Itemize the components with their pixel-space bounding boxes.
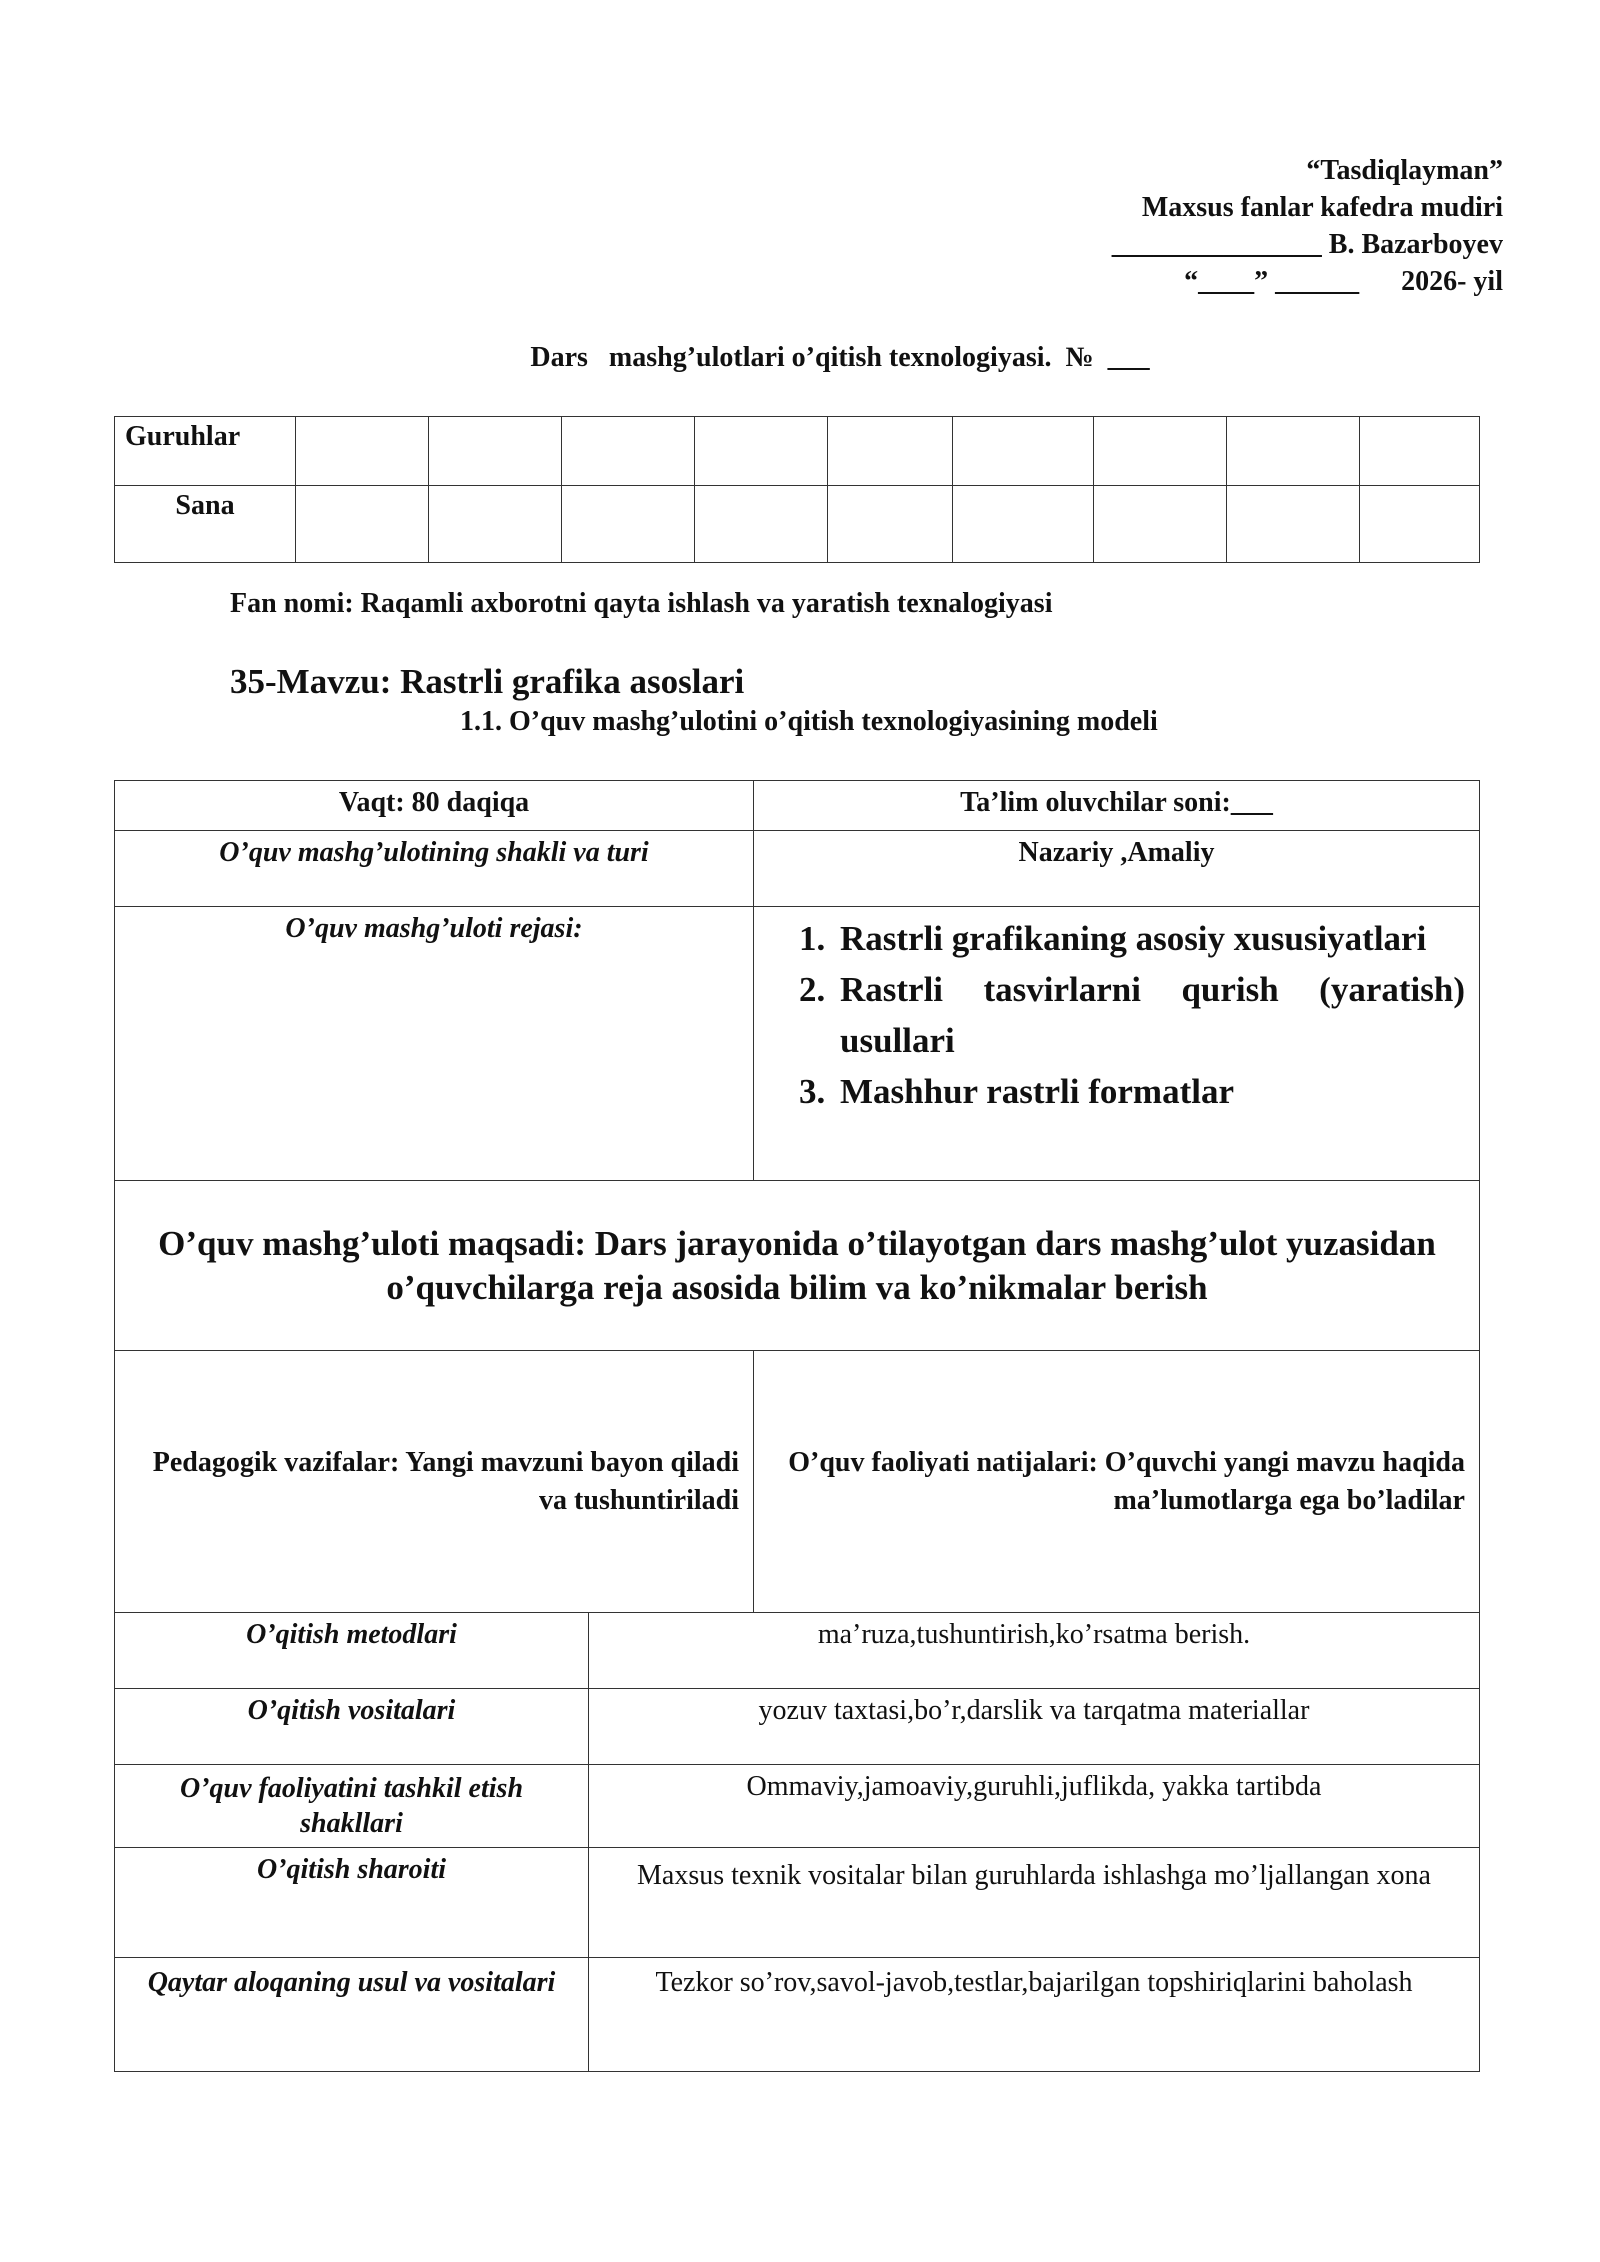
date-cell[interactable] [1360, 486, 1480, 563]
plan-list [768, 913, 1465, 1117]
tasks-row [115, 1351, 1480, 1613]
methods-label: O’qitish metodlari [115, 1613, 589, 1689]
date-cell[interactable] [695, 486, 828, 563]
date-cell[interactable] [296, 486, 429, 563]
date-cell[interactable] [1227, 486, 1360, 563]
groups-cell[interactable] [695, 417, 828, 486]
lesson-model-table [114, 780, 1480, 2072]
plan-item: 3. Mashhur rastrli formatlar [834, 1066, 1465, 1117]
date-cell[interactable] [828, 486, 953, 563]
conditions-label: O’qitish sharoiti [115, 1848, 589, 1958]
tools-label: O’qitish vositalari [115, 1689, 589, 1765]
plan-item: 1. Rastrli grafikaning asosiy xususiyatlari [834, 913, 1465, 964]
tools-value: yozuv taxtasi,bo’r,darslik va tarqatma materiallar [589, 1689, 1480, 1765]
organization-row [115, 1765, 1480, 1848]
approval-date: “____” ______ 2026- yil [1184, 266, 1503, 297]
groups-cell[interactable] [562, 417, 695, 486]
plan-item: 2. Rastrli tasvirlarni qurish (yaratish) usullari [834, 964, 1465, 1066]
date-row [115, 486, 1480, 563]
conditions-value: Maxsus texnik vositalar bilan guruhlarda ishlashga mo’ljallangan xona [589, 1848, 1480, 1958]
groups-label: Guruhlar [115, 417, 296, 486]
topic-title: 35-Mavzu: Rastrli grafika asoslari [230, 662, 745, 701]
goal-row [115, 1181, 1480, 1351]
feedback-value: Tezkor so’rov,savol-javob,testlar,bajarilgan topshiriqlarini baholash [589, 1958, 1480, 2072]
groups-table [114, 416, 1480, 563]
plan-label: O’quv mashg’uloti rejasi: [115, 907, 754, 1181]
subject-name: Fan nomi: Raqamli axborotni qayta ishlash va yaratish texnalogiyasi [230, 588, 1053, 619]
goal-cell: O’quv mashg’uloti maqsadi: Dars jarayonida o’tilayotgan dars mashg’ulot yuzasidan o’quvchilarga reja asosida bilim va ko’nikmalar berish [115, 1181, 1480, 1351]
form-value: Nazariy ,Amaliy [754, 831, 1480, 907]
form-row [115, 831, 1480, 907]
groups-cell[interactable] [828, 417, 953, 486]
pedagogical-tasks: Pedagogik vazifalar: Yangi mavzuni bayon qiladi va tushuntiriladi [115, 1351, 754, 1613]
time-row [115, 781, 1480, 831]
groups-cell[interactable] [429, 417, 562, 486]
organization-label: O’quv faoliyatini tashkil etish shakllari [115, 1765, 589, 1848]
plan-cell [754, 907, 1480, 1181]
document-title-text: Dars mashg’ulotlari o’qitish texnologiyasi. № ___ [530, 342, 1150, 373]
groups-cell[interactable] [1227, 417, 1360, 486]
date-cell[interactable] [429, 486, 562, 563]
approval-position: Maxsus fanlar kafedra mudiri [1141, 192, 1503, 223]
date-cell[interactable] [562, 486, 695, 563]
groups-row [115, 417, 1480, 486]
groups-cell[interactable] [1360, 417, 1480, 486]
methods-value: ma’ruza,tushuntirish,ko’rsatma berish. [589, 1613, 1480, 1689]
model-title: 1.1. O’quv mashg’ulotini o’qitish texnologiyasining modeli [460, 706, 1158, 737]
plan-row [115, 907, 1480, 1181]
approval-signature: _______________ B. Bazarboyev [1111, 229, 1503, 260]
conditions-row [115, 1848, 1480, 1958]
date-cell[interactable] [1094, 486, 1227, 563]
approval-block [1112, 152, 1503, 300]
form-label: O’quv mashg’ulotining shakli va turi [115, 831, 754, 907]
date-cell[interactable] [953, 486, 1094, 563]
document-title [0, 342, 1600, 374]
time-cell: Vaqt: 80 daqiqa [115, 781, 754, 831]
students-count-cell: Ta’lim oluvchilar soni:___ [754, 781, 1480, 831]
methods-row [115, 1613, 1480, 1689]
organization-value: Ommaviy,jamoaviy,guruhli,juflikda, yakka tartibda [589, 1765, 1480, 1848]
groups-cell[interactable] [296, 417, 429, 486]
groups-cell[interactable] [1094, 417, 1227, 486]
feedback-label: Qaytar aloqaning usul va vositalari [115, 1958, 589, 2072]
activity-results: O’quv faoliyati natijalari: O’quvchi yangi mavzu haqida ma’lumotlarga ega bo’ladilar [754, 1351, 1480, 1613]
groups-cell[interactable] [953, 417, 1094, 486]
approval-title: “Tasdiqlayman” [1306, 155, 1503, 186]
tools-row [115, 1689, 1480, 1765]
feedback-row [115, 1958, 1480, 2072]
date-label: Sana [115, 486, 296, 563]
